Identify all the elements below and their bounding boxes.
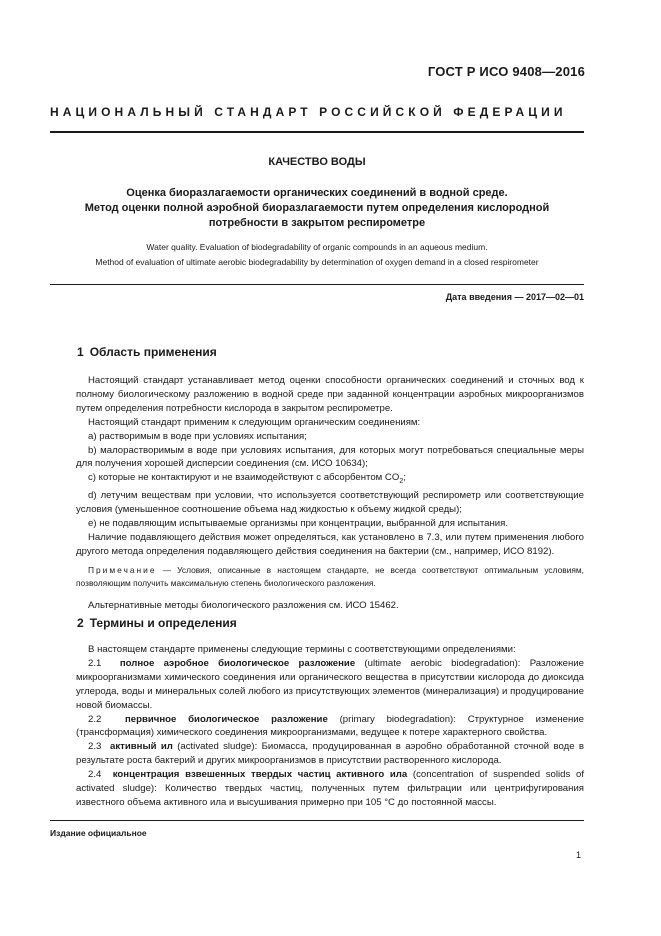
section-1-heading (77, 345, 217, 359)
english-title-line: Method of evaluation of ultimate aerobic biodegradability by determination of oxygen demand in a closed respirometer (95, 257, 539, 267)
subtitle-line: потребности в закрытом респирометре (208, 217, 426, 229)
section-title: Термины и определения (89, 616, 237, 630)
english-title-line: Water quality. Evaluation of biodegradability of organic compounds in an aqueous medium. (146, 242, 488, 252)
list-item: a) растворимым в воде при условиях испытания; (88, 430, 307, 442)
section-2-body (76, 643, 584, 810)
national-standard-title: НАЦИОНАЛЬНЫЙ СТАНДАРТ РОССИЙСКОЙ ФЕДЕРАЦИИ (50, 105, 567, 119)
section-number: 1 (77, 345, 84, 359)
term-definition: 2.3 активный ил (activated sludge): Биомасса, продуцированная в аэробно обработанной сточной воде в результате роста бактерий и других микроорганизмов в присутствии растворенного кислорода. (76, 741, 584, 767)
term: концентрация взвешенных твердых частиц активного ила (112, 769, 408, 781)
paragraph: Альтернативные методы биологического разложения см. ИСО 15462. (88, 599, 399, 611)
term-definition: 2.1 полное аэробное биологическое разложение (ultimate aerobic biodegradation): Разложение микроорганизмами химического соединения или органического вещества в присутствии кислорода до диоксида углерода, воды и минеральных солей любого из присутствующих элементов (минерализация) и продуцирование новой биомассы. (76, 657, 584, 711)
section-title: Область применения (89, 345, 217, 359)
term: активный ил (110, 741, 173, 753)
term-definition: 2.2 первичное биологическое разложение (primary biodegradation): Структурное изменение (трансформация) химического соединения микроорганизмами, ведущее к потере характерного свойства. (76, 713, 584, 739)
paragraph: В настоящем стандарте применены следующие термины с соответствующими определениями: (88, 644, 516, 655)
document-subtitle (50, 186, 584, 231)
list-item: c) которые не контактируют и не взаимодействуют с абсорбентом $CO_2$; (88, 472, 406, 486)
term: полное аэробное биологическое разложение (119, 657, 356, 669)
list-item: d) летучим веществам при условии, что используется соответствующий респирометр или соответствующие условия (уменьшенное соотношение объема над жидкостью к объему жидкой среды); (76, 490, 584, 516)
list-item: b) малорастворимым в воде при условиях испытания, для которых могут потребоваться специальные меры для получения хорошей дисперсии соединения (см. ИСО 10634); (76, 444, 584, 470)
paragraph: Настоящий стандарт устанавливает метод оценки способности органических соединений и сточных вод к полному биологическому разложению в водной среде при заданной концентрации аэробных микроорганизмов путем определения потребности кислорода в закрытом респирометре. (76, 375, 584, 414)
document-title: КАЧЕСТВО ВОДЫ (268, 156, 366, 168)
list-item: e) не подавляющим испытываемые организмы при концентрации, выбранной для испытания. (88, 517, 509, 529)
footer-rule (50, 820, 584, 821)
date-of-introduction: Дата введения — 2017—02—01 (445, 292, 584, 302)
subtitle-line: Метод оценки полной аэробной биоразлагаемости путем определения кислородной (84, 202, 550, 214)
english-title (50, 240, 584, 270)
date-rule (50, 284, 584, 285)
note-label: Примечание (88, 564, 157, 575)
term: первичное биологическое разложение (124, 713, 328, 725)
paragraph: Настоящий стандарт применим к следующим органическим соединениям: (88, 416, 421, 428)
section-number: 2 (77, 616, 84, 630)
section-2-heading (77, 616, 237, 630)
paragraph: Наличие подавляющего действия может определяться, как установлено в 7.3, или путем применения любого другого метода определения подавляющего действия соединения на бактерии (см., например, ИСО 8192). (76, 531, 584, 557)
section-1-body (76, 374, 584, 613)
page-number: 1 (575, 850, 581, 860)
term-definition: 2.4 концентрация взвешенных твердых частиц активного ила (concentration of suspended solids of activated sludge): Количество твердых частиц, полученных путем фильтрации или центрифугирования известного объема активного ила и высушивания примерно при 105 °С до постоянной массы. (76, 769, 584, 808)
note: Примечание — Условия, описанные в настоящем стандарте, не всегда соответствуют оптимальным условиям, позволяющим получить максимальную степень биологического разложения. (76, 564, 584, 589)
header-rule (50, 131, 584, 133)
subtitle-line: Оценка биоразлагаемости органических соединений в водной среде. (126, 187, 508, 199)
gost-number: ГОСТ Р ИСО 9408—2016 (427, 64, 585, 79)
edition-label: Издание официальное (50, 828, 147, 838)
